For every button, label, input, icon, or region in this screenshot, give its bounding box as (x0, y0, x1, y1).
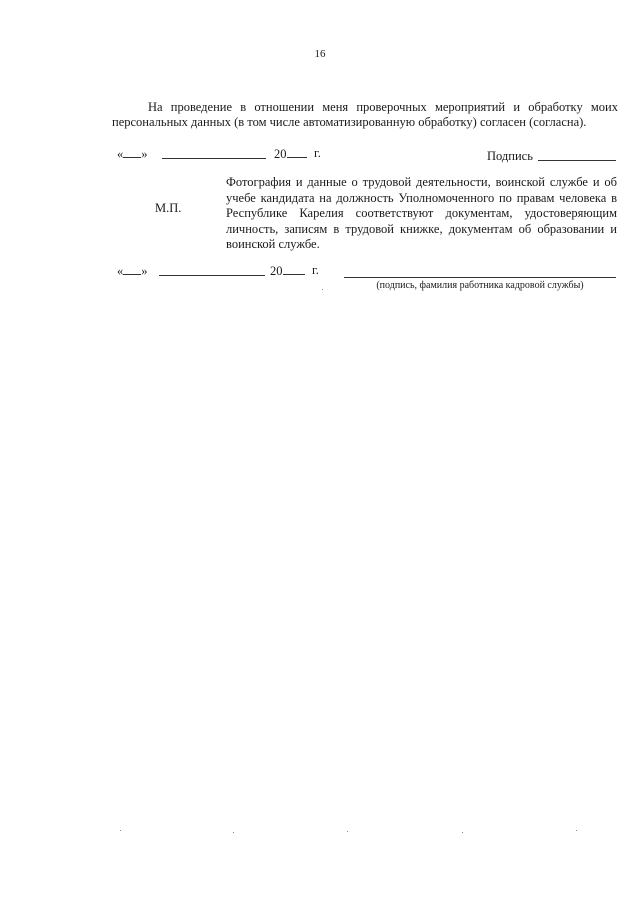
scan-speck (347, 831, 348, 832)
open-quote: « (117, 264, 124, 278)
page-number: 16 (314, 48, 326, 60)
scan-speck (462, 832, 463, 833)
scan-speck (322, 289, 323, 290)
year-prefix: 20 (274, 147, 287, 161)
year-prefix: 20 (270, 264, 283, 278)
signature-field[interactable] (538, 149, 616, 161)
open-quote: « (117, 147, 124, 161)
year-field[interactable] (283, 263, 305, 275)
hr-signature-caption: (подпись, фамилия работника кадровой службы) (376, 280, 584, 291)
date-line-2 (117, 263, 148, 279)
year-group-1 (274, 146, 307, 162)
scan-speck (576, 830, 577, 831)
close-quote: » (141, 264, 148, 278)
close-quote: » (141, 147, 148, 161)
certification-paragraph: Фотография и данные о трудовой деятельности, воинской службе и об учебе кандидата на должность Уполномоченного по правам человека в Республике Карелия соответствуют документам, удостоверяющим личность, записям в трудовой книжке, документам об образовании и воинской службе. (226, 175, 617, 251)
consent-paragraph: На проведение в отношении меня проверочных мероприятий и обработку моих персональных данных (в том числе автоматизированную обработку) согласен (согласна). (112, 100, 618, 129)
signature-label: Подпись (487, 149, 533, 163)
stamp-label: М.П. (155, 201, 182, 215)
scan-speck (233, 832, 234, 833)
month-field[interactable] (159, 264, 265, 276)
year-suffix: г. (312, 263, 319, 277)
year-field[interactable] (287, 146, 307, 158)
month-field[interactable] (162, 147, 266, 159)
year-suffix: г. (314, 146, 321, 160)
date-line-1 (117, 146, 148, 162)
hr-signature-line[interactable] (344, 277, 616, 278)
day-field[interactable] (123, 263, 141, 275)
day-field[interactable] (123, 146, 141, 158)
year-group-2 (270, 263, 305, 279)
scan-speck (120, 830, 121, 831)
